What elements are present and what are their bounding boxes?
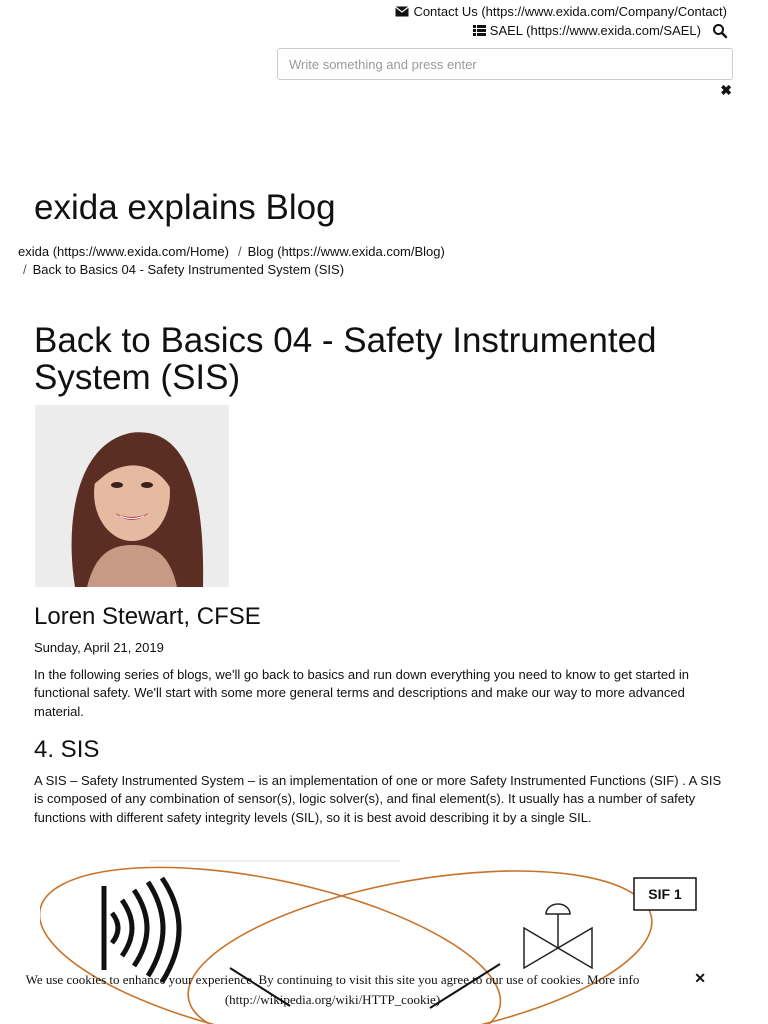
cookie-notice [0, 966, 768, 1014]
sael-label: SAEL (https://www.exida.com/SAEL) [489, 23, 701, 38]
list-icon [473, 25, 486, 36]
breadcrumb-home-link[interactable]: exida (https://www.exida.com/Home) [18, 244, 229, 259]
cookie-text[interactable]: We use cookies to enhance your experience. By continuing to visit this site you agree to our use of cookies. More info (http://wikipedia.org/wiki/HTTP_cookie) [25, 972, 640, 1007]
breadcrumb-separator: / [23, 262, 27, 277]
sis-paragraph: A SIS – Safety Instrumented System – is an implementation of one or more Safety Instrumented Functions (SIF) . A SIS is composed of any combination of sensor(s), logic solver(s), and final element(s). It usually has a number of safety functions with different safety integrity levels (SIL), so it is best avoid describing it by a single SIL. [34, 773, 722, 825]
contact-us-label: Contact Us (https://www.exida.com/Company/Contact) [413, 4, 727, 19]
author-name: Loren Stewart, CFSE [34, 603, 261, 630]
valve-icon [524, 904, 592, 968]
search-input[interactable] [277, 48, 733, 80]
blog-title: exida explains Blog [34, 188, 336, 227]
intro-paragraph: In the following series of blogs, we'll go back to basics and run down everything you need to know to get started in functional safety. We'll start with some more general terms and descriptions and make our way to more advanced material. [34, 667, 690, 719]
breadcrumb-separator: / [237, 244, 242, 259]
author-photo [35, 405, 229, 587]
sif-label: SIF 1 [648, 886, 682, 902]
sael-link[interactable] [473, 23, 701, 38]
breadcrumb-blog-link[interactable]: Blog (https://www.exida.com/Blog) [247, 244, 445, 259]
contact-us-link[interactable] [395, 4, 727, 19]
breadcrumb [18, 243, 738, 279]
cookie-close-icon[interactable]: ✕ [694, 970, 706, 986]
post-title: Back to Basics 04 - Safety Instrumented System (SIS) [34, 321, 657, 397]
close-search-icon[interactable]: ✖ [720, 82, 732, 98]
breadcrumb-current: Back to Basics 04 - Safety Instrumented System (SIS) [32, 262, 345, 277]
envelope-icon [395, 6, 409, 17]
post-date: Sunday, April 21, 2019 [34, 640, 164, 655]
section-heading: 4. SIS [34, 736, 100, 763]
search-icon[interactable] [712, 23, 728, 39]
